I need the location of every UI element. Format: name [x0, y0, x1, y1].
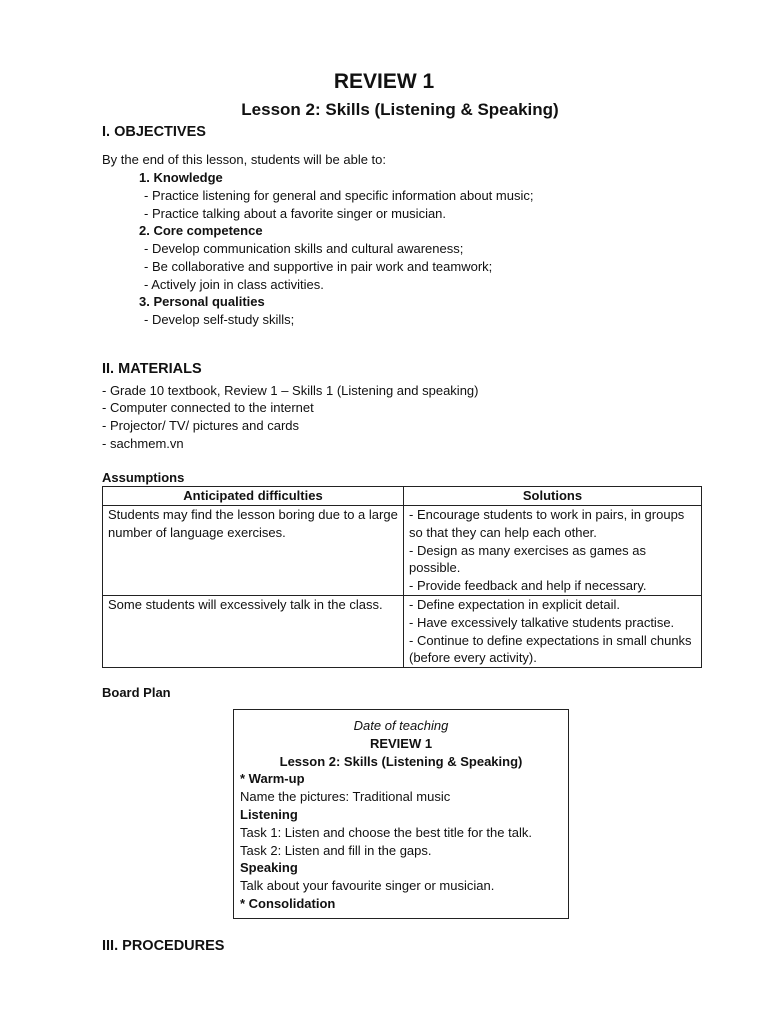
solution-item: - Provide feedback and help if necessary.	[409, 578, 647, 594]
objectives-intro: By the end of this lesson, students will be able to:	[102, 152, 387, 167]
materials-item: - sachmem.vn	[102, 436, 184, 451]
table-row	[103, 506, 702, 596]
personal-qualities-label: 3. Personal qualities	[139, 294, 265, 309]
materials-item: - Projector/ TV/ pictures and cards	[102, 418, 300, 433]
solutions-cell	[404, 596, 702, 668]
board-warmup-text: Name the pictures: Traditional music	[240, 789, 451, 805]
core-competence-item: - Develop communication skills and cultural awareness;	[144, 241, 464, 256]
column-header-difficulties: Anticipated difficulties	[103, 487, 404, 506]
board-speaking-text: Talk about your favourite singer or musician.	[240, 878, 495, 894]
assumptions-label: Assumptions	[102, 470, 185, 485]
solution-item: - Encourage students to work in pairs, in groups so that they can help each other.	[409, 507, 685, 540]
personal-qualities-item: - Develop self-study skills;	[144, 312, 295, 327]
table-row	[103, 596, 702, 668]
column-header-solutions: Solutions	[404, 487, 702, 506]
board-lesson: Lesson 2: Skills (Listening & Speaking)	[279, 753, 523, 769]
core-competence-item: - Actively join in class activities.	[144, 277, 324, 292]
difficulty-cell: Some students will excessively talk in the class.	[103, 596, 404, 668]
solution-item: - Have excessively talkative students practise.	[409, 614, 675, 630]
materials-item: - Grade 10 textbook, Review 1 – Skills 1 (Listening and speaking)	[102, 383, 479, 398]
objectives-heading: I. OBJECTIVES	[102, 124, 206, 140]
solution-item: - Design as many exercises as games as possible.	[409, 542, 646, 576]
board-task-1: Task 1: Listen and choose the best title for the talk.	[240, 824, 532, 840]
assumptions-table	[102, 486, 702, 668]
materials-item: - Computer connected to the internet	[102, 400, 314, 415]
page-title: REVIEW 1	[333, 70, 435, 93]
materials-heading: II. MATERIALS	[102, 361, 202, 377]
board-date: Date of teaching	[353, 718, 449, 733]
board-plan-label: Board Plan	[102, 685, 171, 700]
board-speaking: Speaking	[240, 860, 298, 876]
table-header-row	[103, 487, 702, 506]
solutions-cell	[404, 506, 702, 596]
board-listening: Listening	[240, 806, 298, 822]
difficulty-cell: Students may find the lesson boring due to a large number of language exercises.	[103, 506, 404, 596]
knowledge-item: - Practice talking about a favorite singer or musician.	[144, 206, 447, 221]
core-competence-item: - Be collaborative and supportive in pair work and teamwork;	[144, 259, 493, 274]
page-subtitle: Lesson 2: Skills (Listening & Speaking)	[241, 100, 559, 119]
board-warmup: * Warm-up	[240, 771, 305, 787]
knowledge-item: - Practice listening for general and specific information about music;	[144, 188, 534, 203]
board-title: REVIEW 1	[369, 735, 433, 751]
knowledge-label: 1. Knowledge	[139, 170, 223, 185]
board-plan-box	[233, 709, 569, 919]
solution-item: - Continue to define expectations in small chunks (before every activity).	[409, 632, 692, 666]
board-task-2: Task 2: Listen and fill in the gaps.	[240, 842, 432, 858]
procedures-heading: III. PROCEDURES	[102, 938, 225, 954]
core-competence-label: 2. Core competence	[139, 223, 263, 238]
solution-item: - Define expectation in explicit detail.	[409, 597, 621, 612]
board-consolidation: * Consolidation	[240, 895, 336, 911]
